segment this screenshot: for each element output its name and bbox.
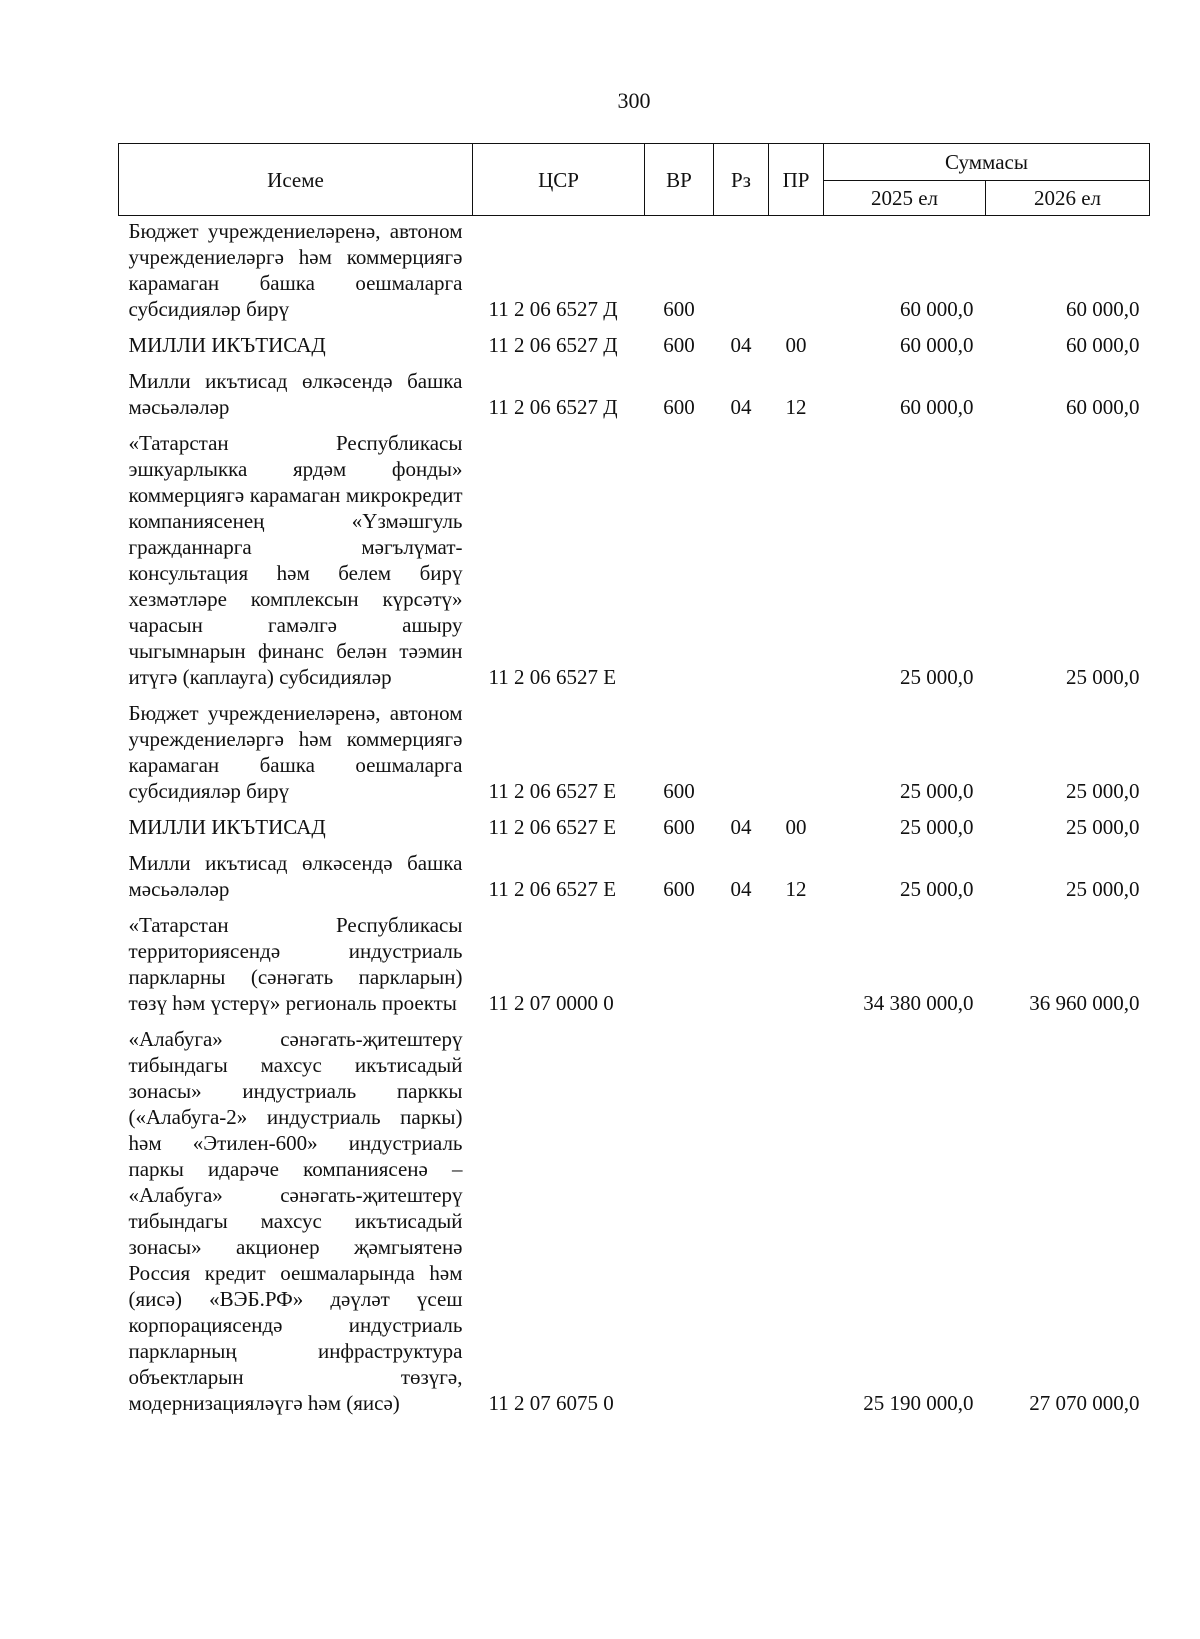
header-year-2026: 2026 ел xyxy=(986,181,1150,216)
row-amount-2026: 60 000,0 xyxy=(1066,333,1140,357)
row-rz xyxy=(714,1018,769,1418)
row-csr: 11 2 06 6527 Д xyxy=(488,395,618,419)
row-amount-2025: 60 000,0 xyxy=(900,297,974,321)
table-row xyxy=(119,842,1150,904)
row-csr: 11 2 06 6527 Д xyxy=(488,297,618,321)
row-amount-2025: 25 000,0 xyxy=(900,877,974,901)
row-amount-2026: 27 070 000,0 xyxy=(1029,1391,1140,1415)
row-name: Милли икътисад өлкәсендә башка мәсьәләләр xyxy=(128,369,463,419)
row-csr: 11 2 07 6075 0 xyxy=(488,1391,614,1415)
row-vr: 600 xyxy=(663,395,695,419)
row-pr: 12 xyxy=(785,395,807,419)
row-rz: 04 xyxy=(730,395,752,419)
header-csr: ЦСР xyxy=(473,144,645,216)
row-vr: 600 xyxy=(663,297,695,321)
row-rz xyxy=(714,216,769,325)
row-name: «Татарстан Республикасы эшкуарлыкка ярдәм фонды» коммерциягә карамаган микрокредит компаниясенең «Үзмәшгуль гражданнарга мәгълүмат-консультация һәм белем бирү хезмәтләре комплексын күрсәтү» чарасын гамәлгә ашыру чыгымнарын финанс белән тәэмин итүгә (каплауга) субсидияләр xyxy=(128,431,463,689)
row-rz: 04 xyxy=(730,333,752,357)
row-name: МИЛЛИ ИКЪТИСАД xyxy=(128,815,326,839)
row-vr xyxy=(645,422,714,692)
row-csr: 11 2 06 6527 Е xyxy=(488,815,617,839)
row-rz xyxy=(714,904,769,1018)
budget-table xyxy=(118,143,1150,1418)
row-pr xyxy=(769,904,824,1018)
row-amount-2026: 60 000,0 xyxy=(1066,297,1140,321)
header-pr: ПР xyxy=(769,144,824,216)
table-row xyxy=(119,1018,1150,1418)
table-row xyxy=(119,692,1150,806)
row-csr: 11 2 06 6527 Е xyxy=(488,877,617,901)
table-row xyxy=(119,324,1150,360)
table-body xyxy=(119,216,1150,1419)
row-rz: 04 xyxy=(730,815,752,839)
row-pr: 00 xyxy=(785,333,807,357)
row-name: «Татарстан Республикасы территориясендә индустриаль паркларны (сәнәгать паркларын) төзү һәм үстерү» региональ проекты xyxy=(128,913,463,1015)
header-amounts: Суммасы xyxy=(824,144,1150,181)
row-amount-2026: 25 000,0 xyxy=(1066,877,1140,901)
row-amount-2026: 25 000,0 xyxy=(1066,815,1140,839)
row-amount-2025: 25 000,0 xyxy=(900,779,974,803)
row-amount-2025: 34 380 000,0 xyxy=(863,991,974,1015)
row-vr: 600 xyxy=(663,815,695,839)
row-amount-2025: 25 000,0 xyxy=(900,815,974,839)
row-csr: 11 2 07 0000 0 xyxy=(488,991,614,1015)
row-amount-2026: 36 960 000,0 xyxy=(1029,991,1140,1015)
header-rz: Рз xyxy=(714,144,769,216)
row-amount-2025: 25 190 000,0 xyxy=(863,1391,974,1415)
row-pr xyxy=(769,422,824,692)
table-row xyxy=(119,904,1150,1018)
row-pr: 00 xyxy=(785,815,807,839)
row-vr: 600 xyxy=(663,877,695,901)
row-rz xyxy=(714,422,769,692)
page-number: 300 xyxy=(617,88,651,113)
header-year-2025: 2025 ел xyxy=(824,181,986,216)
row-rz xyxy=(714,692,769,806)
row-amount-2025: 60 000,0 xyxy=(900,395,974,419)
row-vr xyxy=(645,1018,714,1418)
row-amount-2026: 25 000,0 xyxy=(1066,779,1140,803)
row-pr xyxy=(769,1018,824,1418)
header-name: Исеме xyxy=(119,144,473,216)
row-csr: 11 2 06 6527 Е xyxy=(488,779,617,803)
table-row xyxy=(119,422,1150,692)
row-name: Бюджет учреждениеләренә, автоном учреждениеләргә һәм коммерциягә карамаган башка оешмаларга субсидияләр бирү xyxy=(128,219,463,321)
table-row xyxy=(119,360,1150,422)
row-amount-2025: 25 000,0 xyxy=(900,665,974,689)
row-name: Бюджет учреждениеләренә, автоном учреждениеләргә һәм коммерциягә карамаган башка оешмаларга субсидияләр бирү xyxy=(128,701,463,803)
row-vr: 600 xyxy=(663,779,695,803)
table-header xyxy=(119,144,1150,216)
row-name: «Алабуга» сәнәгать-җитештерү тибындагы махсус икътисадый зонасы» индустриаль парккы («Алабуга-2» индустриаль паркы) һәм «Этилен-600» индустриаль паркы идарәче компаниясенә – «Алабуга» сәнәгать-җитештерү тибындагы махсус икътисадый зонасы» акционер җәмгыятенә Россия кредит оешмаларында һәм (яисә) «ВЭБ.РФ» дәүләт үсеш корпорациясендә индустриаль паркларның инфраструктура объектларын төзүгә, модернизацияләүгә һәм (яисә) xyxy=(128,1027,463,1415)
row-pr: 12 xyxy=(785,877,807,901)
row-name: МИЛЛИ ИКЪТИСАД xyxy=(128,333,326,357)
row-amount-2026: 25 000,0 xyxy=(1066,665,1140,689)
row-vr: 600 xyxy=(663,333,695,357)
row-pr xyxy=(769,216,824,325)
row-vr xyxy=(645,904,714,1018)
row-csr: 11 2 06 6527 Д xyxy=(488,333,618,357)
row-pr xyxy=(769,692,824,806)
row-name: Милли икътисад өлкәсендә башка мәсьәләләр xyxy=(128,851,463,901)
header-vr: ВР xyxy=(645,144,714,216)
table-row xyxy=(119,806,1150,842)
table-row xyxy=(119,216,1150,325)
row-amount-2025: 60 000,0 xyxy=(900,333,974,357)
row-amount-2026: 60 000,0 xyxy=(1066,395,1140,419)
row-csr: 11 2 06 6527 Е xyxy=(488,665,617,689)
row-rz: 04 xyxy=(730,877,752,901)
